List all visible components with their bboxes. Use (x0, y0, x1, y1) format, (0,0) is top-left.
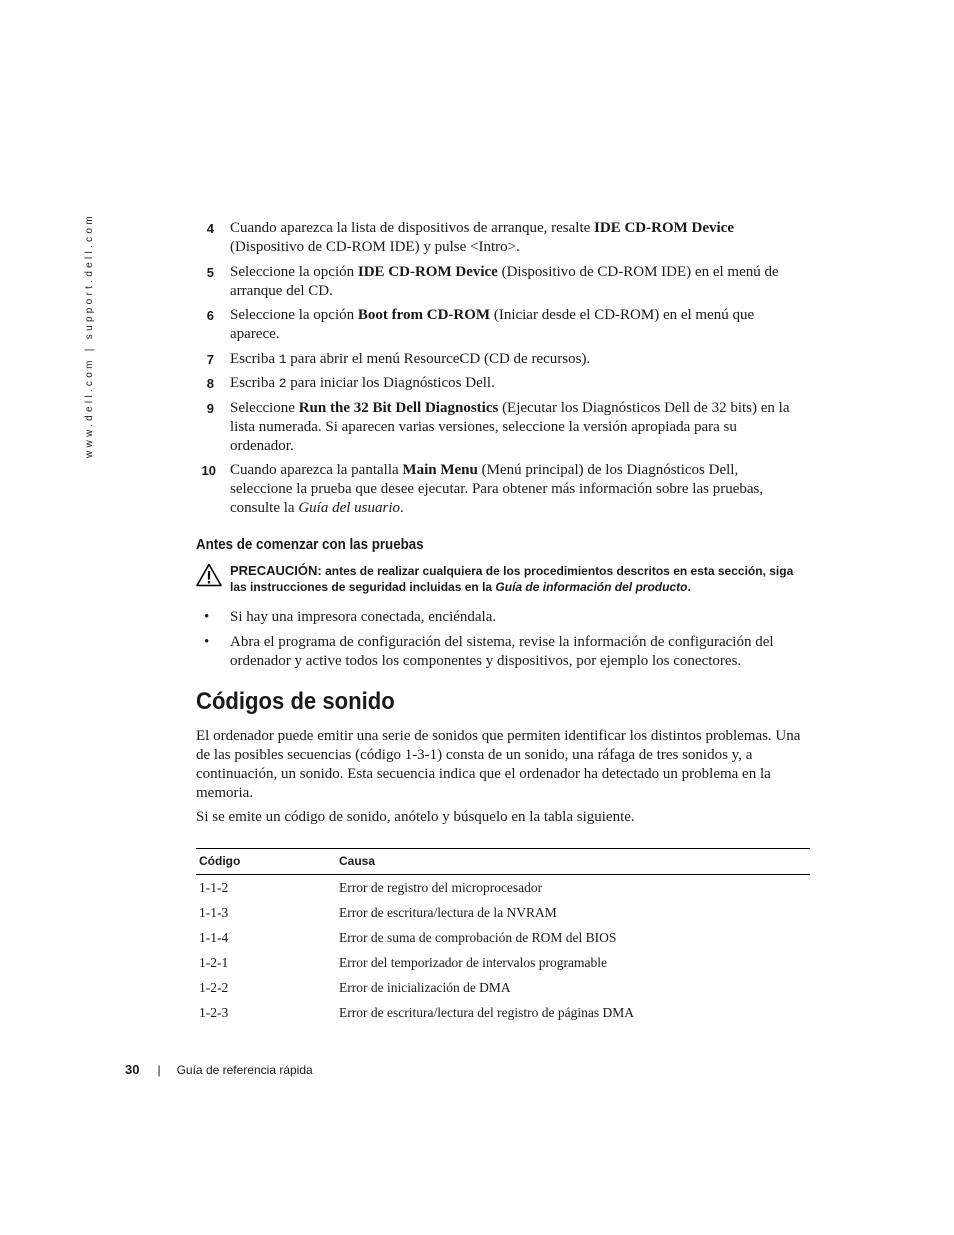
step-item (196, 461, 796, 518)
step-number: 6 (206, 308, 214, 323)
step-text: (Ejecutar los Diagnósticos Dell de 32 bits) en la lista numerada. Si aparecen varias versiones, seleccione la versión apropiada para su ordenador. (230, 399, 790, 454)
column-header-code: Código (196, 849, 336, 875)
code-cell: 1-1-2 (199, 879, 229, 895)
column-header-cause: Causa (336, 849, 810, 875)
step-list (196, 219, 796, 524)
code-cell: 1-1-3 (199, 904, 229, 920)
step-text: (Iniciar desde el CD-ROM) en el menú que aparece. (230, 307, 755, 342)
warning-icon (196, 563, 222, 587)
caution-text (196, 563, 796, 595)
main-heading: Códigos de sonido (196, 688, 395, 715)
guide-title: Guía del usuario (298, 500, 400, 516)
table-row (196, 1000, 810, 1025)
code-cell: 1-1-4 (199, 929, 229, 945)
caution-label: PRECAUCIÓN: (230, 563, 322, 578)
step-item (196, 263, 796, 301)
intro-paragraph: El ordenador puede emitir una serie de sonidos que permiten identificar los distintos problemas. Una de las posibles secuencias (código 1-3-1) consta de un sonido, una ráfaga de tres sonidos y, a continuación, un sonido. Esta secuencia indica que el ordenador ha detectado un problema en la memoria. (196, 728, 801, 801)
step-number: 9 (206, 400, 214, 416)
step-number: 10 (201, 463, 216, 478)
step-option: IDE CD-ROM Device (594, 220, 734, 236)
cause-cell: Error de escritura/lectura de la NVRAM (339, 904, 557, 920)
code-cell: 1-2-1 (199, 954, 229, 970)
caution-body: antes de realizar cualquiera de los procedimientos descritos en esta sección, siga las instrucciones de seguridad incluidas en la (230, 564, 794, 594)
step-text: para abrir el menú ResourceCD (CD de recursos). (286, 350, 591, 367)
step-text: Cuando aparezca la lista de dispositivos de arranque, resalte (230, 220, 595, 236)
step-text: Seleccione la opción (230, 307, 358, 323)
step-text: para iniciar los Diagnósticos Dell. (286, 375, 495, 391)
step-text: Seleccione la opción (230, 263, 358, 280)
step-option: IDE CD-ROM Device (357, 263, 498, 280)
footer-separator: | (157, 1063, 161, 1077)
step-text: (Dispositivo de CD-ROM IDE) en el menú de arranque del CD. (230, 263, 779, 299)
bullet-list (196, 608, 796, 677)
cause-cell: Error del temporizador de intervalos programable (339, 954, 608, 970)
cause-cell: Error de escritura/lectura del registro de páginas DMA (339, 1004, 635, 1020)
step-text: Escriba (230, 375, 279, 391)
table-row (196, 925, 810, 950)
table-row (196, 900, 810, 925)
step-item (196, 219, 796, 257)
caution-guide: Guía de información del producto (495, 580, 688, 594)
step-text: Escriba (230, 350, 279, 367)
table-row (196, 875, 810, 901)
step-item (196, 350, 796, 369)
bullet-item: • Si hay una impresora conectada, enciéndala. (196, 608, 796, 627)
page-footer (125, 1062, 313, 1077)
step-text: . (400, 500, 404, 516)
step-item (196, 374, 796, 393)
step-text: (Menú principal) de los Diagnósticos Dell, seleccione la prueba que desee ejecutar. Para obtener más información sobre las pruebas, consulte la (230, 462, 764, 516)
code-cell: 1-2-3 (199, 1004, 229, 1020)
beep-code-table (196, 848, 810, 1025)
step-key: 1 (278, 351, 287, 367)
footer-title: Guía de referencia rápida (176, 1063, 313, 1077)
cause-cell: Error de inicialización de DMA (339, 979, 511, 995)
section-heading: Antes de comenzar con las pruebas (196, 537, 424, 553)
instruction-paragraph: Si se emite un código de sonido, anótelo y búsquelo en la tabla siguiente. (196, 809, 635, 825)
bullet-item: • Abra el programa de configuración del sistema, revise la información de configuración del ordenador y active todos los componentes y dispositivos, por ejemplo los conectores. (196, 633, 796, 671)
step-key: 2 (278, 376, 287, 391)
step-number: 7 (206, 351, 214, 367)
step-text: (Dispositivo de CD-ROM IDE) y pulse <Intro>. (230, 239, 520, 255)
step-option: Main Menu (402, 462, 478, 478)
step-option: Boot from CD-ROM (357, 307, 491, 323)
step-number: 8 (206, 376, 214, 391)
side-url: www.dell.com | support.dell.com (84, 213, 95, 458)
step-item (196, 399, 796, 456)
cause-cell: Error de suma de comprobación de ROM del BIOS (339, 929, 617, 945)
step-number: 5 (206, 264, 214, 280)
caution-notice (196, 563, 796, 595)
cause-cell: Error de registro del microprocesador (339, 879, 543, 895)
step-number: 4 (206, 221, 214, 236)
table-row (196, 950, 810, 975)
step-item (196, 306, 796, 344)
step-text: Seleccione (230, 399, 299, 416)
page-number: 30 (125, 1062, 140, 1077)
table-row (196, 975, 810, 1000)
code-cell: 1-2-2 (199, 979, 229, 995)
caution-end: . (687, 580, 691, 594)
step-text: Cuando aparezca la pantalla (230, 462, 403, 478)
step-option: Run the 32 Bit Dell Diagnostics (298, 399, 499, 416)
table-header-row (196, 849, 810, 875)
